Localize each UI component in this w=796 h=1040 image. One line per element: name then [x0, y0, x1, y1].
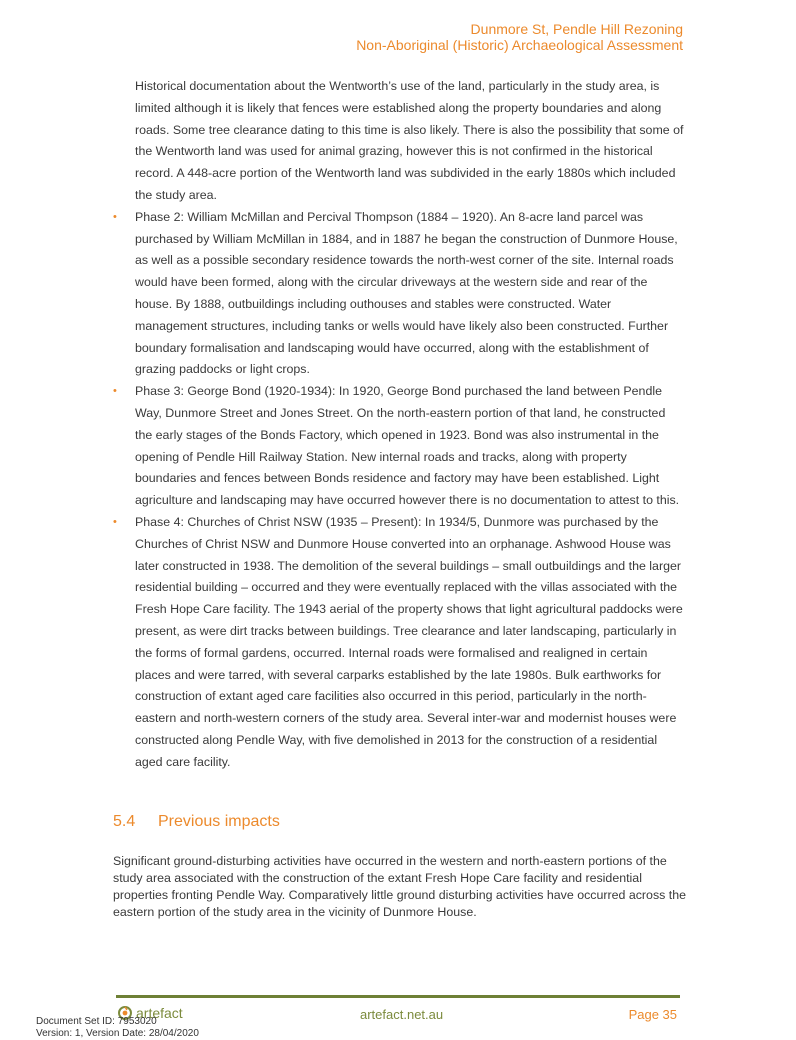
list-item-text: Phase 3: George Bond (1920-1934): In 1920, George Bond purchased the land between Pendle Way, Dunmore Street and Jones Street. On the north-eastern portion of that land, he constructed the early stages of the Bonds Factory, which opened in 1923. Bond was also instrumental in the opening of Pendle Hill Railway Station. New internal roads and tracks, along with property boundaries and fences between Bonds residence and factory may have been established. Light agriculture and landscaping may have occurred however there is no documentation to attest to this.: [135, 384, 680, 508]
bullet-icon: •: [113, 385, 117, 398]
continuation-paragraph: Historical documentation about the Wentworth’s use of the land, particularly in the study area, is limited although it is likely that fences were established along the property boundaries and along roads. Some tree clearance dating to this time is also likely. There is also the possibility that some of the Wentworth land was used for animal grazing, however this is not confirmed in the historical record. A 448-acre portion of the Wentworth land was subdivided in the early 1880s which included the study area.: [135, 79, 684, 202]
document-metadata: [36, 1016, 199, 1040]
header-subtitle: Non-Aboriginal (Historic) Archaeological Assessment: [356, 37, 683, 53]
footer-url[interactable]: artefact.net.au: [360, 1007, 444, 1022]
header-title: Dunmore St, Pendle Hill Rezoning: [470, 21, 683, 37]
list-item: [113, 381, 685, 512]
list-item: [113, 512, 685, 774]
document-version: Version: 1, Version Date: 28/04/2020: [36, 1028, 199, 1039]
list-item-text: Phase 2: William McMillan and Percival Thompson (1884 – 1920). An 8-acre land parcel was purchased by William McMillan in 1884, and in 1887 he began the construction of Dunmore House, as well as a possible secondary residence towards the north-west corner of the site. Internal roads would have been formed, along with the circular driveways at the western side and rear of the house. By 1888, outbuildings including outhouses and stables were constructed. Water management structures, including tanks or wells would have likely also been constructed. Further boundary formalisation and landscaping would have occurred, along with the establishment of grazing paddocks or light crops.: [135, 209, 678, 377]
bullet-icon: •: [113, 210, 117, 223]
phase-list: [113, 76, 685, 774]
page-header: [356, 21, 683, 53]
section-paragraph: Significant ground-disturbing activities have occurred in the western and north-eastern portions of the study area associated with the construction of the extant Fresh Hope Care facility and residential properties fronting Pendle Way. Comparatively little ground disturbing activities have occurred across the eastern portion of the study area in the vicinity of Dunmore House.: [113, 854, 686, 919]
list-item: [113, 207, 685, 381]
page-number: Page 35: [628, 1007, 677, 1022]
section-heading: [113, 812, 280, 832]
section-title: Previous impacts: [158, 813, 280, 830]
footer-divider: [116, 995, 680, 998]
section-number: 5.4: [113, 813, 136, 830]
list-item-text: Phase 4: Churches of Christ NSW (1935 – Present): In 1934/5, Dunmore was purchased by the Churches of Christ NSW and Dunmore House converted into an orphanage. Ashwood House was later constructed in 1938. The demolition of the several buildings – small outbuildings and the larger residential building – occurred and they were eventually replaced with the villas associated with the Fresh Hope Care facility. The 1943 aerial of the property shows that light agricultural paddocks were present, as were dirt tracks between buildings. Tree clearance and later landscaping, particularly in the forms of formal gardens, occurred. Internal roads were formalised and realigned in certain places and were tarred, with several carparks established by the late 1980s. Bulk earthworks for construction of extant aged care facilities also occurred in this period, particularly in the north-eastern and north-western corners of the study area. Several inter-war and modernist houses were constructed along Pendle Way, with five demolished in 2013 for the construction of a residential aged care facility.: [135, 514, 683, 769]
logo-text: artefact: [136, 1005, 183, 1021]
bullet-icon: •: [113, 515, 117, 528]
document-set-id: Document Set ID: 7953020: [36, 1016, 157, 1027]
